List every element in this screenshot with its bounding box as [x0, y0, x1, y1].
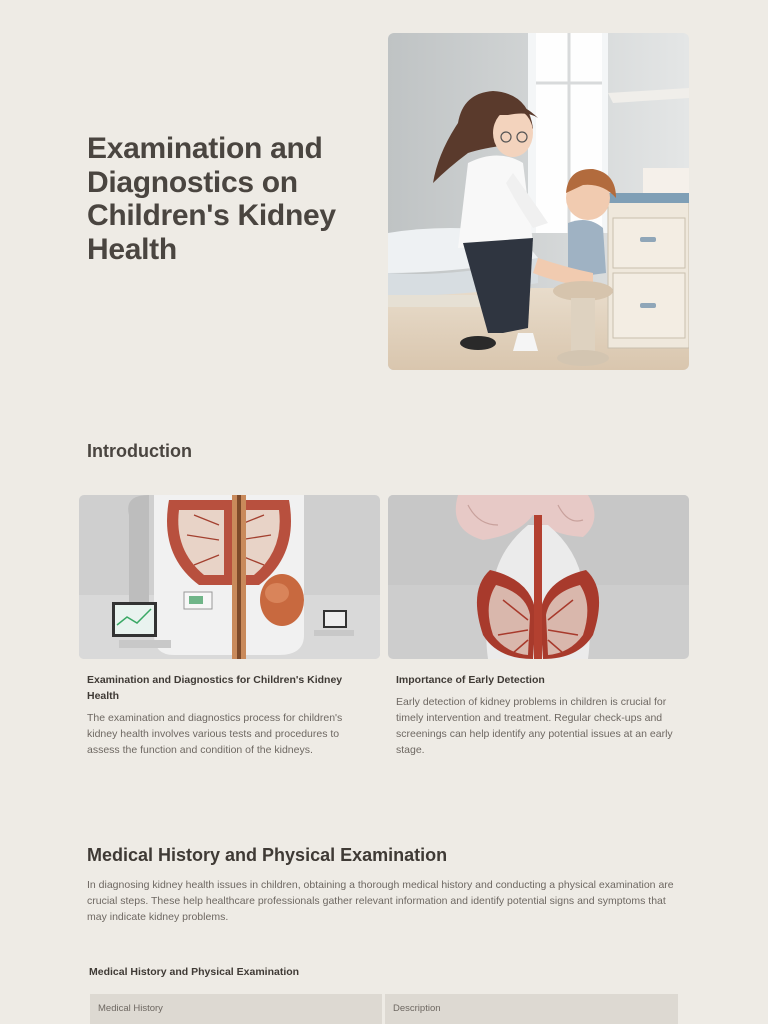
page-title: Examination and Diagnostics on Children's Kidney Health	[87, 132, 336, 266]
card-body-early-detection: Early detection of kidney problems in children is crucial for timely intervention and treatment. Regular check-ups and screenings can help identify any potential issues at an early stage.	[396, 696, 673, 756]
table-title: Medical History and Physical Examination	[89, 966, 300, 978]
card-body-examination: The examination and diagnostics process for children's kidney health involves various tests and procedures to assess the function and condition of the kidneys.	[87, 712, 343, 756]
kidney-diagnostic-machine-image	[79, 495, 380, 659]
hero-image-doctor-child	[388, 33, 689, 370]
kidney-anatomy-model-image	[388, 495, 689, 659]
table-header-description: Description	[385, 994, 678, 1024]
table-header-medical-history: Medical History	[90, 994, 382, 1024]
medical-history-paragraph: In diagnosing kidney health issues in children, obtaining a thorough medical history and conducting a physical examination are crucial steps. These help healthcare professionals gather relevant information and identify potential signs and symptoms that may indicate kidney problems.	[87, 879, 674, 923]
introduction-heading: Introduction	[87, 441, 192, 461]
card-title-early-detection: Importance of Early Detection	[396, 674, 545, 686]
medical-history-heading: Medical History and Physical Examination	[87, 845, 448, 865]
card-title-examination: Examination and Diagnostics for Children's Kidney Health	[87, 674, 343, 702]
